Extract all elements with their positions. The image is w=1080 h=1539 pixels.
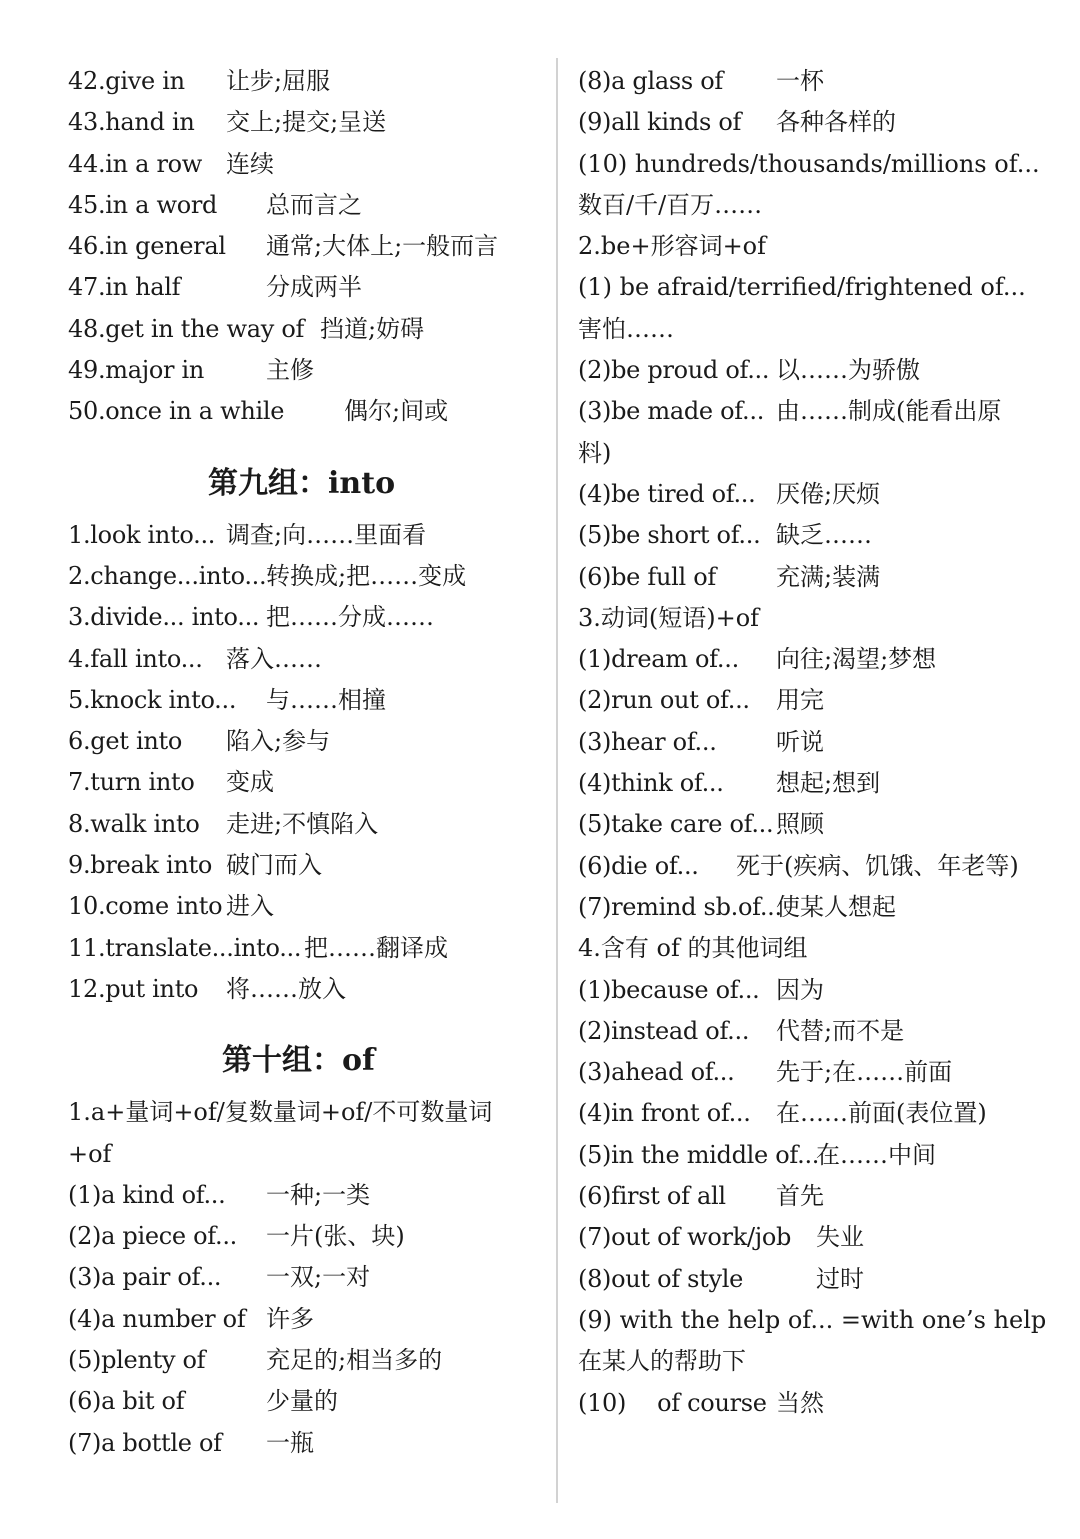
phrase: 6.get into bbox=[68, 727, 182, 756]
group-9-heading: 第九组：into bbox=[208, 465, 396, 501]
list-item bbox=[578, 1052, 1068, 1093]
list-item bbox=[68, 144, 548, 185]
phrase: 4.fall into... bbox=[68, 644, 203, 673]
list-item bbox=[68, 1299, 548, 1340]
list-item bbox=[68, 1340, 548, 1381]
list-item bbox=[68, 928, 548, 969]
list-item bbox=[578, 639, 1068, 680]
list-item bbox=[68, 391, 548, 432]
phrase: (1)a kind of... bbox=[68, 1180, 226, 1209]
list-item bbox=[578, 350, 1068, 391]
phrase: 44.in a row bbox=[68, 149, 203, 178]
phrase: 2.change...into... bbox=[68, 561, 267, 590]
meaning: 在……前面(表位置) bbox=[776, 1099, 987, 1128]
phrase: (3)a pair of... bbox=[68, 1263, 222, 1292]
phrase: 12.put into bbox=[68, 974, 199, 1003]
meaning: 使某人想起 bbox=[776, 892, 896, 921]
meaning: 想起;想到 bbox=[776, 769, 881, 798]
phrase: (5)take care of... bbox=[578, 810, 774, 839]
phrase: (8)a glass of bbox=[578, 67, 723, 95]
phrase: (2)instead of... bbox=[578, 1016, 750, 1045]
list-item bbox=[578, 763, 1068, 804]
list-item bbox=[578, 722, 1068, 763]
meaning: 转换成;把……变成 bbox=[266, 561, 467, 590]
meaning: 主修 bbox=[266, 356, 314, 385]
phrase: (1)because of... bbox=[578, 975, 760, 1004]
section-line: 料) bbox=[578, 438, 612, 467]
meaning: 挡道;妨碍 bbox=[320, 314, 425, 343]
list-item bbox=[68, 556, 548, 597]
meaning: 交上;提交;呈送 bbox=[226, 108, 387, 137]
list-item bbox=[68, 1423, 548, 1464]
phrase: 47.in half bbox=[68, 273, 181, 302]
section-line: 在某人的帮助下 bbox=[578, 1347, 746, 1376]
meaning: 缺乏…… bbox=[776, 521, 872, 550]
meaning: 由……制成(能看出原 bbox=[776, 397, 1002, 426]
meaning: 许多 bbox=[266, 1304, 314, 1333]
meaning: 分成两半 bbox=[266, 273, 362, 302]
meaning: 各种各样的 bbox=[776, 108, 896, 137]
phrase: (5)be short of... bbox=[578, 521, 761, 550]
meaning: 通常;大体上;一般而言 bbox=[266, 232, 499, 261]
meaning: 走进;不慎陷入 bbox=[226, 809, 379, 838]
meaning: 调查;向……里面看 bbox=[226, 520, 427, 549]
meaning: 代替;而不是 bbox=[776, 1016, 905, 1045]
meaning: 向往;渴望;梦想 bbox=[776, 645, 937, 674]
list-item bbox=[578, 846, 1068, 887]
phrase: 10.come into bbox=[68, 892, 223, 921]
meaning: 充足的;相当多的 bbox=[266, 1346, 443, 1375]
phrase: 11.translate...into... bbox=[68, 933, 302, 962]
phrase: 46.in general bbox=[68, 232, 226, 261]
phrase: (3)hear of... bbox=[578, 727, 717, 756]
list-item bbox=[68, 762, 548, 803]
list-item bbox=[68, 1381, 548, 1422]
list-item bbox=[68, 639, 548, 680]
phrase: (2)a piece of... bbox=[68, 1222, 238, 1251]
list-item bbox=[578, 267, 1068, 308]
meaning: 失业 bbox=[816, 1223, 864, 1252]
list-item bbox=[578, 226, 1068, 267]
meaning: 一种;一类 bbox=[266, 1180, 371, 1209]
list-item bbox=[578, 102, 1068, 143]
meaning: 先于;在……前面 bbox=[776, 1058, 953, 1087]
list-item bbox=[68, 1257, 548, 1298]
list-item bbox=[578, 1341, 1068, 1382]
meaning: 死于(疾病、饥饿、年老等) bbox=[736, 851, 1019, 880]
meaning: 一片(张、块) bbox=[266, 1222, 405, 1251]
list-item bbox=[68, 102, 548, 143]
meaning: 一杯 bbox=[776, 67, 824, 95]
left-column bbox=[68, 61, 548, 1464]
right-column bbox=[578, 61, 1068, 1424]
section-line: (10) hundreds/thousands/millions of... bbox=[578, 149, 1040, 178]
meaning: 把……翻译成 bbox=[304, 933, 448, 962]
list-item bbox=[68, 267, 548, 308]
list-item bbox=[578, 1217, 1068, 1258]
meaning: 一双;一对 bbox=[266, 1263, 371, 1292]
list-item bbox=[68, 1216, 548, 1257]
meaning: 照顾 bbox=[776, 810, 824, 839]
phrase: (4)think of... bbox=[578, 769, 724, 798]
meaning: 当然 bbox=[776, 1388, 824, 1417]
list-item bbox=[578, 598, 1068, 639]
section-line: 害怕…… bbox=[578, 314, 674, 343]
list-item bbox=[578, 474, 1068, 515]
section-heading: 4.含有 of 的其他词组 bbox=[578, 934, 808, 963]
list-item bbox=[68, 515, 548, 556]
list-item bbox=[68, 845, 548, 886]
phrase: 3.divide... into... bbox=[68, 603, 260, 632]
list-item bbox=[68, 1175, 548, 1216]
phrase: 5.knock into... bbox=[68, 685, 237, 714]
phrase: (7)a bottle of bbox=[68, 1428, 222, 1457]
list-item bbox=[578, 887, 1068, 928]
list-item bbox=[68, 350, 548, 391]
phrase: 7.turn into bbox=[68, 768, 195, 797]
phrase: (7)out of work/job bbox=[578, 1223, 792, 1252]
meaning: 听说 bbox=[776, 727, 824, 756]
phrase: (4)be tired of... bbox=[578, 479, 756, 508]
phrase: (10) of course bbox=[578, 1388, 767, 1417]
phrase: (6)be full of bbox=[578, 562, 716, 591]
column-divider bbox=[556, 58, 558, 1503]
meaning: 因为 bbox=[776, 975, 824, 1004]
meaning: 让步;屈服 bbox=[226, 67, 331, 95]
group-10-heading: 第十组：of bbox=[222, 1043, 375, 1079]
phrase: 43.hand in bbox=[68, 108, 195, 137]
meaning: 落入…… bbox=[226, 644, 322, 673]
phrase: (6)first of all bbox=[578, 1182, 726, 1211]
phrase: 42.give in bbox=[68, 67, 185, 95]
section-heading: 3.动词(短语)+of bbox=[578, 603, 760, 632]
phrase: 45.in a word bbox=[68, 190, 218, 219]
meaning: 以……为骄傲 bbox=[776, 356, 920, 385]
meaning: 充满;装满 bbox=[776, 562, 881, 591]
list-item bbox=[68, 886, 548, 927]
list-item bbox=[68, 185, 548, 226]
meaning: 首先 bbox=[776, 1182, 824, 1211]
list-item bbox=[578, 1300, 1068, 1341]
phrase: (4)a number of bbox=[68, 1304, 246, 1333]
list-item bbox=[68, 226, 548, 267]
phrase: 50.once in a while bbox=[68, 397, 285, 426]
list-item bbox=[578, 928, 1068, 969]
phrase: 1.look into... bbox=[68, 520, 216, 549]
meaning: 厌倦;厌烦 bbox=[776, 479, 881, 508]
list-item bbox=[68, 61, 548, 102]
phrase: 9.break into bbox=[68, 851, 213, 880]
meaning: 连续 bbox=[226, 149, 274, 178]
meaning: 破门而入 bbox=[226, 851, 322, 880]
meaning: 陷入;参与 bbox=[226, 727, 331, 756]
phrase: (8)out of style bbox=[578, 1264, 744, 1293]
meaning: 用完 bbox=[776, 686, 824, 715]
list-item bbox=[68, 597, 548, 638]
meaning: 总而言之 bbox=[266, 190, 362, 219]
phrase: (3)be made of... bbox=[578, 397, 765, 426]
list-item bbox=[68, 309, 548, 350]
list-item bbox=[578, 680, 1068, 721]
phrase: (9)all kinds of bbox=[578, 108, 742, 137]
meaning: 变成 bbox=[226, 768, 274, 797]
phrase: (5)in the middle of... bbox=[578, 1140, 820, 1169]
list-item bbox=[578, 1093, 1068, 1134]
meaning: 少量的 bbox=[266, 1387, 338, 1416]
list-item bbox=[68, 1134, 548, 1175]
list-item bbox=[68, 969, 548, 1010]
list-item bbox=[578, 1383, 1068, 1424]
meaning: 过时 bbox=[816, 1264, 864, 1293]
phrase: (4)in front of... bbox=[578, 1099, 751, 1128]
section-line: (9) with the help of... =with one’s help bbox=[578, 1305, 1047, 1334]
list-item bbox=[68, 1092, 548, 1133]
section-line: 数百/千/百万…… bbox=[578, 190, 763, 219]
list-item bbox=[68, 680, 548, 721]
list-item bbox=[578, 1135, 1068, 1176]
phrase: 48.get in the way of bbox=[68, 314, 305, 343]
list-item bbox=[578, 391, 1068, 432]
meaning: 偶尔;间或 bbox=[344, 397, 449, 426]
list-item bbox=[578, 61, 1068, 102]
list-item bbox=[578, 185, 1068, 226]
phrase: (3)ahead of... bbox=[578, 1058, 735, 1087]
list-item bbox=[578, 1259, 1068, 1300]
phrase: (7)remind sb.of... bbox=[578, 892, 782, 921]
phrase: (2)run out of... bbox=[578, 686, 750, 715]
meaning: 在……中间 bbox=[816, 1140, 936, 1169]
meaning: 把……分成…… bbox=[266, 603, 434, 632]
list-item bbox=[578, 515, 1068, 556]
section-line: +of bbox=[68, 1139, 112, 1168]
section-line: 1.a+量词+of/复数量词+of/不可数量词 bbox=[68, 1098, 493, 1127]
list-item bbox=[578, 1011, 1068, 1052]
phrase: 49.major in bbox=[68, 356, 205, 385]
list-item bbox=[578, 1176, 1068, 1217]
list-item bbox=[68, 721, 548, 762]
list-item bbox=[578, 144, 1068, 185]
meaning: 进入 bbox=[226, 892, 274, 921]
list-item bbox=[578, 433, 1068, 474]
phrase: (6)die of... bbox=[578, 851, 699, 880]
section-line: (1) be afraid/terrified/frightened of... bbox=[578, 273, 1026, 302]
list-item bbox=[68, 804, 548, 845]
meaning: 将……放入 bbox=[226, 974, 346, 1003]
meaning: 一瓶 bbox=[266, 1428, 314, 1457]
section-heading: 2.be+形容词+of bbox=[578, 232, 767, 261]
phrase: (2)be proud of... bbox=[578, 356, 770, 385]
list-item bbox=[578, 804, 1068, 845]
phrase: (5)plenty of bbox=[68, 1346, 206, 1375]
phrase: (6)a bit of bbox=[68, 1387, 185, 1416]
list-item bbox=[578, 309, 1068, 350]
phrase: 8.walk into bbox=[68, 809, 200, 838]
meaning: 与……相撞 bbox=[266, 685, 386, 714]
phrase: (1)dream of... bbox=[578, 645, 739, 674]
list-item bbox=[578, 557, 1068, 598]
list-item bbox=[578, 970, 1068, 1011]
